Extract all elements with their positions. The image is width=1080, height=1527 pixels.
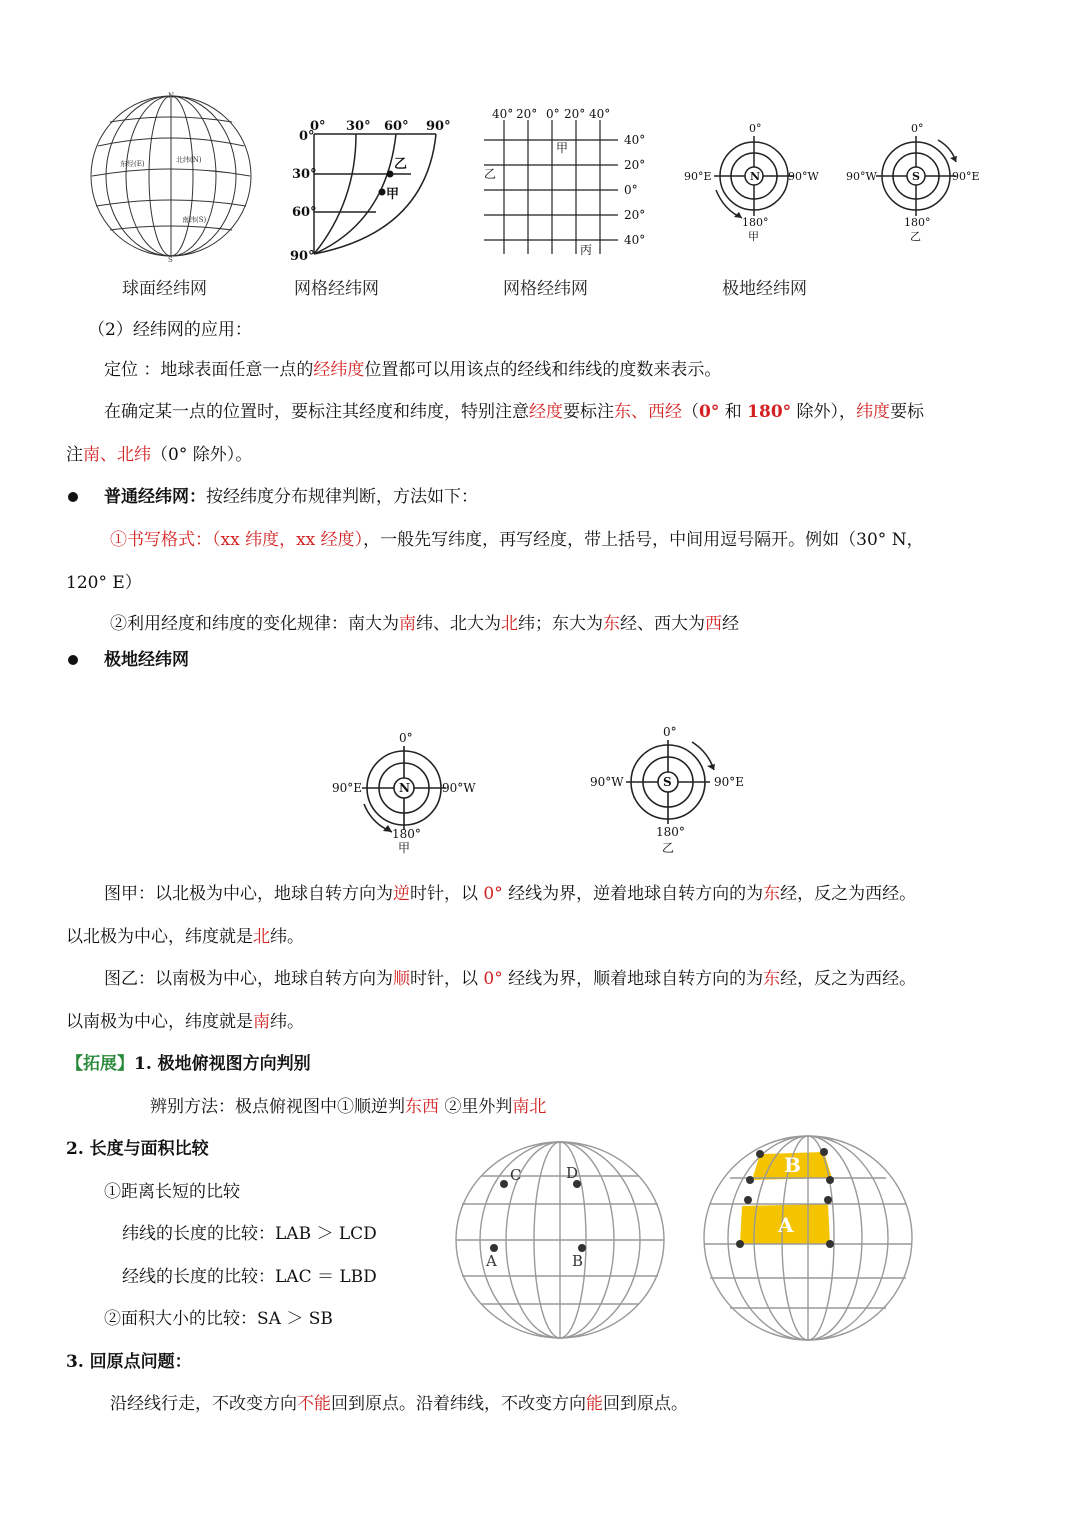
svg-text:40°: 40° [589, 107, 611, 121]
grid1-left-1: 30° [292, 167, 317, 182]
svg-text:丙: 丙 [580, 243, 593, 257]
para-mark: 在确定某一点的位置时，要标注其经度和纬度，特别注意经度要标注东、西经（0° 和 180° 除外），纬度要标 [104, 402, 925, 422]
bullet-normal-grid: 普通经纬网：按经纬度分布规律判断，方法如下： [104, 487, 478, 507]
svg-text:乙: 乙 [484, 167, 497, 181]
compare-latitude-length: 纬线的长度的比较：LAB ＞ LCD [122, 1224, 377, 1244]
compare-longitude-length: 经线的长度的比较：LAC ＝ LBD [122, 1267, 377, 1287]
section-length-area: 2. 长度与面积比较 [66, 1139, 209, 1159]
section-2-title: （2）经纬网的应用： [88, 320, 252, 340]
globe-caption: 球面经纬网 [122, 279, 207, 299]
grid1-figure [286, 112, 456, 264]
svg-text:甲: 甲 [556, 141, 569, 155]
format-rule: ①书写格式：（xx 纬度，xx 经度），一般先写纬度，再写经度，带上括号，中间用逗号隔开。例如（30° N， [110, 530, 924, 550]
svg-text:0°: 0° [749, 122, 762, 135]
svg-text:180°: 180° [904, 216, 931, 229]
grid1-top-1: 30° [346, 119, 371, 134]
svg-text:北纬(N): 北纬(N) [176, 156, 202, 164]
grid2-caption: 网格经纬网 [503, 279, 588, 299]
svg-text:0°: 0° [663, 725, 677, 739]
explain-jia: 图甲：以北极为中心，地球自转方向为逆时针，以 0° 经线为界，逆着地球自转方向的为东经，反之为西经。 [104, 884, 917, 904]
svg-text:90°E: 90°E [714, 775, 745, 789]
svg-text:B: B [784, 1153, 801, 1177]
svg-text:180°: 180° [392, 827, 421, 841]
svg-text:20°: 20° [624, 158, 646, 172]
grid2-figure [476, 104, 656, 262]
para-locate: 定位 ：地球表面任意一点的经纬度位置都可以用该点的经线和纬线的度数来表示。 [104, 360, 722, 380]
svg-text:0°: 0° [624, 183, 638, 197]
section-origin: 3. 回原点问题： [66, 1352, 192, 1372]
grid1-caption: 网格经纬网 [294, 279, 379, 299]
svg-text:180°: 180° [742, 216, 769, 229]
svg-text:0°: 0° [911, 122, 924, 135]
svg-text:B: B [572, 1252, 584, 1270]
svg-text:0°: 0° [399, 731, 413, 745]
svg-text:乙: 乙 [662, 841, 675, 855]
svg-text:南纬(S): 南纬(S) [182, 216, 207, 224]
polar-south-large [586, 722, 756, 858]
sphere-area-figure [700, 1132, 916, 1344]
polar-north-small [684, 118, 824, 250]
grid1-left-3: 90° [290, 249, 315, 264]
bullet-polar-grid: 极地经纬网 [104, 650, 189, 670]
compare-distance: ①距离长短的比较 [104, 1182, 240, 1202]
svg-text:20°: 20° [516, 107, 538, 121]
bullet-dot [68, 655, 78, 665]
svg-text:90°W: 90°W [442, 781, 476, 795]
svg-text:0°: 0° [546, 107, 560, 121]
svg-text:甲: 甲 [748, 230, 759, 243]
svg-text:90°W: 90°W [788, 170, 819, 183]
bullet-dot [68, 492, 78, 502]
origin-explain: 沿经线行走，不改变方向不能回到原点。沿着纬线，不改变方向能回到原点。 [110, 1394, 688, 1414]
svg-text:甲: 甲 [398, 841, 411, 855]
svg-text:C: C [510, 1166, 522, 1184]
svg-text:90°W: 90°W [846, 170, 877, 183]
svg-text:40°: 40° [492, 107, 514, 121]
svg-text:A: A [486, 1252, 497, 1270]
change-rule: ②利用经度和纬度的变化规律：南大为南纬、北大为北纬；东大为东经、西大为西经 [110, 614, 739, 634]
grid1-top-2: 60° [384, 119, 409, 134]
grid1-top-3: 90° [426, 119, 451, 134]
grid1-left-2: 60° [292, 205, 317, 220]
svg-text:180°: 180° [656, 825, 685, 839]
polar-south-small [846, 118, 986, 250]
grid1-point-yi: 乙 [394, 157, 408, 172]
svg-text:20°: 20° [624, 208, 646, 222]
svg-text:乙: 乙 [910, 230, 921, 243]
polar-caption: 极地经纬网 [722, 279, 807, 299]
svg-text:20°: 20° [564, 107, 586, 121]
svg-text:东经(E): 东经(E) [120, 160, 145, 168]
svg-text:40°: 40° [624, 133, 646, 147]
svg-text:S: S [663, 775, 672, 789]
svg-text:90°E: 90°E [684, 170, 712, 183]
polar-north-large [328, 728, 488, 860]
para-mark-cont: 注南、北纬（0° 除外）。 [66, 445, 253, 465]
svg-text:90°W: 90°W [590, 775, 624, 789]
svg-text:90°E: 90°E [332, 781, 363, 795]
format-rule-cont: 120° E） [66, 573, 142, 593]
svg-text:N: N [399, 781, 410, 795]
svg-text:D: D [566, 1164, 579, 1182]
explain-yi: 图乙：以南极为中心，地球自转方向为顺时针，以 0° 经线为界，顺着地球自转方向的为东经，反之为西经。 [104, 969, 917, 989]
grid1-top-0: 0° [310, 119, 326, 134]
svg-text:N: N [750, 170, 761, 183]
sphere-length-figure [452, 1138, 668, 1342]
svg-text:A: A [778, 1213, 794, 1237]
compare-area: ②面积大小的比较：SA ＞ SB [104, 1309, 333, 1329]
svg-text:N: N [168, 92, 175, 100]
method-line: 辨别方法：极点俯视图中①顺逆判东西 ②里外判南北 [150, 1097, 547, 1117]
explain-yi-cont: 以南极为中心，纬度就是南纬。 [66, 1012, 304, 1032]
svg-text:90°E: 90°E [952, 170, 980, 183]
svg-text:S: S [168, 256, 173, 262]
explain-jia-cont: 以北极为中心，纬度就是北纬。 [66, 927, 304, 947]
extension-heading: 【拓展】1. 极地俯视图方向判别 [66, 1054, 311, 1074]
grid1-point-jia: 甲 [386, 187, 400, 202]
svg-text:40°: 40° [624, 233, 646, 247]
svg-text:S: S [912, 170, 920, 183]
globe-figure [86, 90, 256, 262]
grid1-left-0: 0° [299, 129, 315, 144]
